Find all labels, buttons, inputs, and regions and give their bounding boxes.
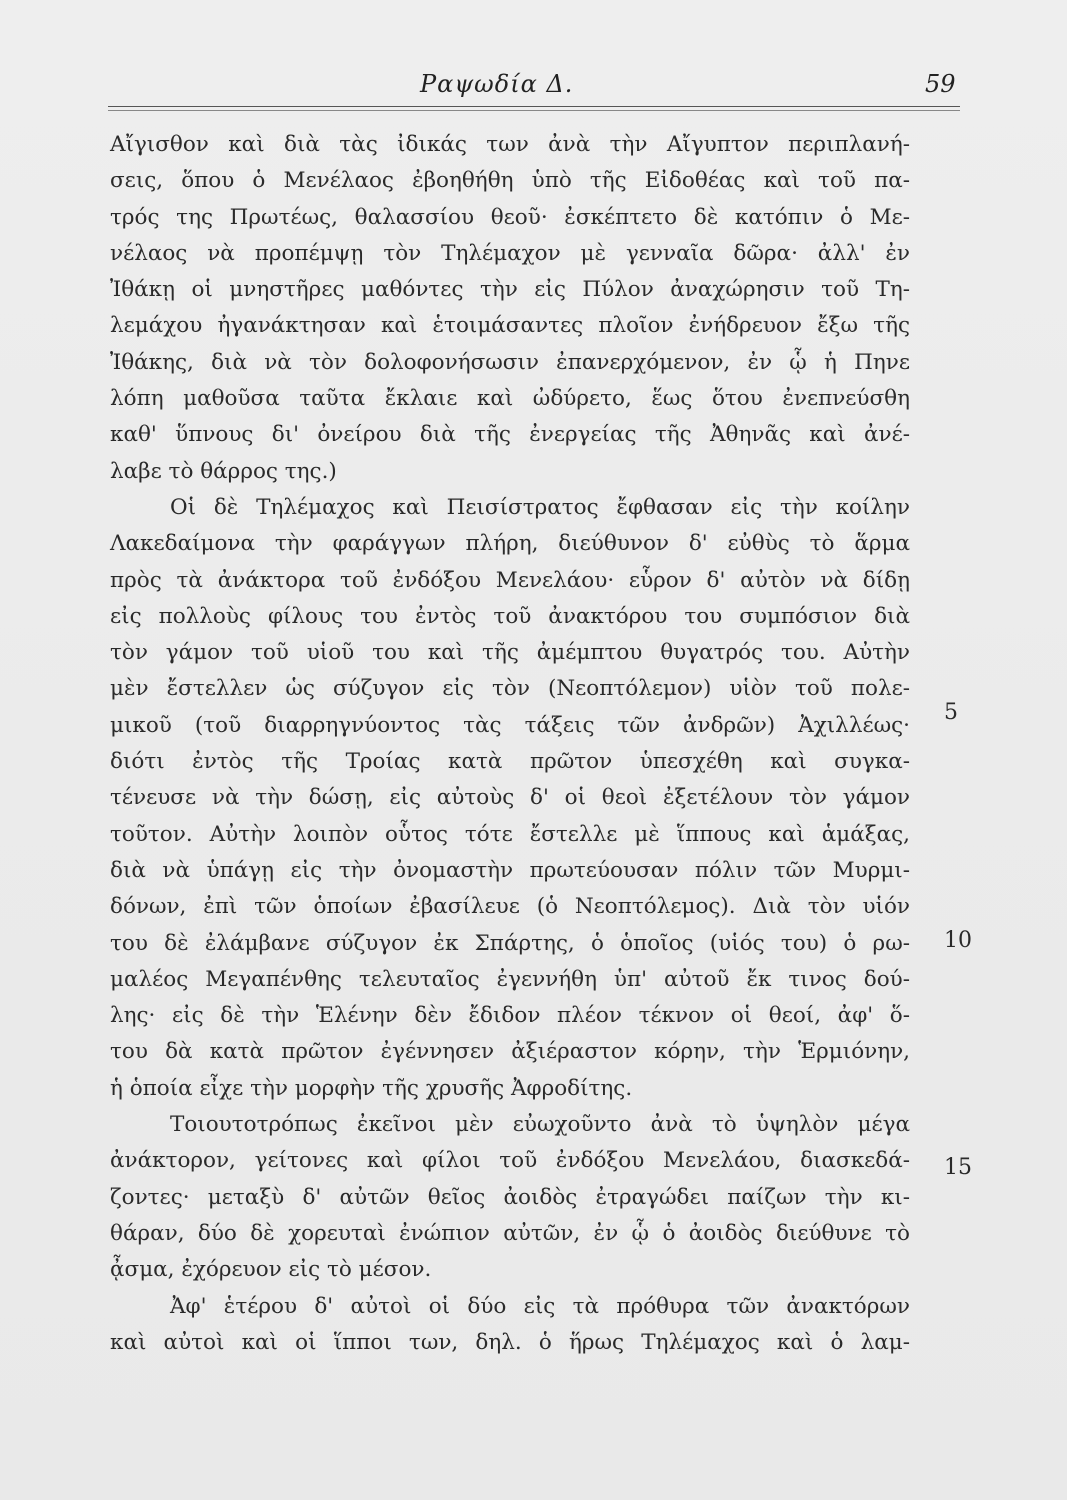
text-line: τοῦτον. Αὐτὴν λοιπὸν οὗτος τότε ἔστελλε μὲ ἵππους καὶ ἁμάξας, xyxy=(110,821,910,847)
text-line: τρός της Πρωτέως, θαλασσίου θεοῦ· ἐσκέπτετο δὲ κατόπιν ὁ Με- xyxy=(110,204,910,230)
header-rule-thin xyxy=(108,110,960,111)
text-line: σεις, ὅπου ὁ Μενέλαος ἐβοηθήθη ὑπὸ τῆς Εἰδοθέας καὶ τοῦ πα- xyxy=(110,168,910,194)
line-number-15: 15 xyxy=(944,1155,972,1180)
text-line: Ἰθάκης, διὰ νὰ τὸν δολοφονήσωσιν ἐπανερχόμενον, ἐν ᾧ ἡ Πηνε xyxy=(110,349,910,375)
page-number: 59 xyxy=(925,70,956,98)
line-number-5: 5 xyxy=(944,700,958,725)
body-text xyxy=(110,127,910,1361)
text-line: ἀνάκτορον, γείτονες καὶ φίλοι τοῦ ἐνδόξου Μενελάου, διασκεδά- xyxy=(110,1148,910,1174)
text-line: λεμάχου ἠγανάκτησαν καὶ ἑτοιμάσαντες πλοῖον ἐνήδρευον ἔξω τῆς xyxy=(110,313,910,339)
line-number-10: 10 xyxy=(944,928,972,953)
text-line: του δὲ ἐλάμβανε σύζυγον ἐκ Σπάρτης, ὁ ὁποῖος (υἱός του) ὁ ρω- xyxy=(110,930,910,956)
text-line: λαβε τὸ θάρρος της.) xyxy=(110,458,337,484)
text-line: μαλέος Μεγαπένθης τελευταῖος ἐγεννήθη ὑπ' αὐτοῦ ἔκ τινος δού- xyxy=(110,966,910,992)
text-line: ζοντες· μεταξὺ δ' αὐτῶν θεῖος ἀοιδὸς ἐτραγώδει παίζων τὴν κι- xyxy=(110,1184,910,1210)
text-line: λης· εἰς δὲ τὴν Ἑλένην δὲν ἔδιδον πλέον τέκνον οἱ θεοί, ἀφ' ὅ- xyxy=(110,1003,910,1029)
text-line: Αἴγισθον καὶ διὰ τὰς ἰδικάς των ἀνὰ τὴν Αἴγυπτον περιπλανή- xyxy=(110,132,910,157)
paragraph-start: Ἀφ' ἑτέρου δ' αὐτοὶ οἱ δύο εἰς τὰ πρόθυρα τῶν ἀνακτόρων xyxy=(170,1293,910,1319)
text-line: του δὰ κατὰ πρῶτον ἐγέννησεν ἀξιέραστον κόρην, τὴν Ἑρμιόνην, xyxy=(110,1039,910,1065)
text-line: εἰς πολλοὺς φίλους του ἐντὸς τοῦ ἀνακτόρου του συμπόσιον διὰ xyxy=(110,603,910,629)
text-line: νέλαος νὰ προπέμψῃ τὸν Τηλέμαχον μὲ γενναῖα δῶρα· ἀλλ' ἐν xyxy=(110,240,910,266)
text-line: ᾆσμα, ἐχόρευον εἰς τὸ μέσον. xyxy=(110,1257,432,1283)
text-line: θάραν, δύο δὲ χορευταὶ ἐνώπιον αὐτῶν, ἐν ᾧ ὁ ἀοιδὸς διεύθυνε τὸ xyxy=(110,1220,910,1246)
text-line: διὰ νὰ ὑπάγῃ εἰς τὴν ὀνομαστὴν πρωτεύουσαν πόλιν τῶν Μυρμι- xyxy=(110,857,910,883)
text-line: μὲν ἔστελλεν ὡς σύζυγον εἰς τὸν (Νεοπτόλεμον) υἱὸν τοῦ πολε- xyxy=(110,676,910,702)
text-line: ἡ ὁποία εἶχε τὴν μορφὴν τῆς χρυσῆς Ἀφροδίτης. xyxy=(110,1075,633,1101)
running-head: Ραψωδία Δ. xyxy=(420,70,574,98)
text-line: πρὸς τὰ ἀνάκτορα τοῦ ἐνδόξου Μενελάου· εὗρον δ' αὐτὸν νὰ δίδῃ xyxy=(110,567,910,593)
text-line: διότι ἐντὸς τῆς Τροίας κατὰ πρῶτον ὑπεσχέθη καὶ συγκα- xyxy=(110,749,910,775)
text-line: τένευσε νὰ τὴν δώσῃ, εἰς αὐτοὺς δ' οἱ θεοὶ ἐξετέλουν τὸν γάμον xyxy=(110,785,910,811)
text-line: Ἰθάκῃ οἱ μνηστῆρες μαθόντες τὴν εἰς Πύλον ἀναχώρησιν τοῦ Τη- xyxy=(110,277,910,303)
text-line: Λακεδαίμονα τὴν φαράγγων πλήρη, διεύθυνον δ' εὐθὺς τὸ ἅρμα xyxy=(110,531,910,557)
text-line: δόνων, ἐπὶ τῶν ὁποίων ἐβασίλευε (ὁ Νεοπτόλεμος). Διὰ τὸν υἱόν xyxy=(110,894,910,920)
text-line: τὸν γάμον τοῦ υἱοῦ του καὶ τῆς ἀμέμπτου θυγατρός του. Αὐτὴν xyxy=(110,640,910,666)
text-line: καθ' ὕπνους δι' ὀνείρου διὰ τῆς ἐνεργείας τῆς Ἀθηνᾶς καὶ ἀνέ- xyxy=(110,422,910,448)
text-line: λόπη μαθοῦσα ταῦτα ἔκλαιε καὶ ὠδύρετο, ἕως ὅτου ἐνεπνεύσθη xyxy=(110,386,910,412)
paragraph-start: Οἱ δὲ Τηλέμαχος καὶ Πεισίστρατος ἔφθασαν εἰς τὴν κοίλην xyxy=(170,494,910,520)
text-line: καὶ αὐτοὶ καὶ οἱ ἵπποι των, δηλ. ὁ ἥρως Τηλέμαχος καὶ ὁ λαμ- xyxy=(110,1329,910,1355)
text-line: μικοῦ (τοῦ διαρρηγνύοντος τὰς τάξεις τῶν ἀνδρῶν) Ἀχιλλέως· xyxy=(110,712,910,738)
paragraph-start: Τοιουτοτρόπως ἐκεῖνοι μὲν εὐωχοῦντο ἀνὰ τὸ ὑψηλὸν μέγα xyxy=(170,1112,910,1138)
header-rule xyxy=(108,106,960,107)
